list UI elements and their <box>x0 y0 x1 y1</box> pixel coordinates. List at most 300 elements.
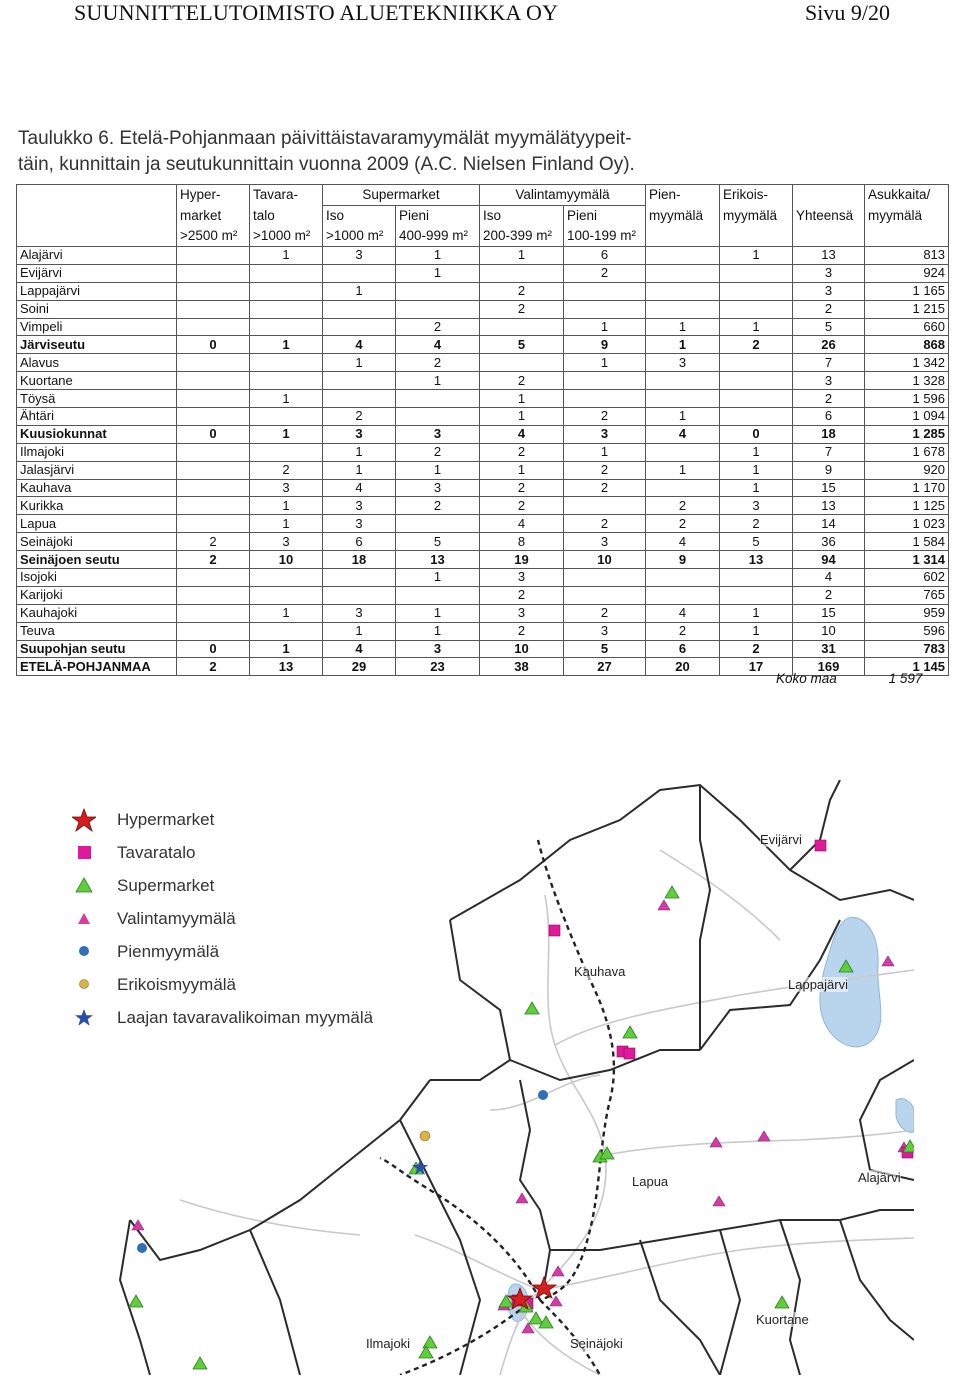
blue-circle-icon <box>72 940 96 964</box>
row-name: Soini <box>17 300 177 318</box>
table-row <box>17 425 949 443</box>
cell-valinta-iso <box>480 318 564 336</box>
header-valintamyymala: Valintamyymälä <box>480 185 646 206</box>
row-name: Ilmajoki <box>17 443 177 461</box>
page-header <box>0 0 960 28</box>
cell-super-iso <box>323 300 396 318</box>
erikois-marker <box>420 1131 430 1141</box>
cell-hypermarket: 2 <box>177 551 250 569</box>
header-valinta-iso-size: 200-399 m² <box>480 226 564 247</box>
cell-asukkaita: 660 <box>865 318 949 336</box>
cell-valinta-pieni: 5 <box>564 640 646 658</box>
cell-hypermarket <box>177 586 250 604</box>
cell-erikoismyymala: 1 <box>720 479 793 497</box>
cell-erikoismyymala <box>720 569 793 587</box>
cell-erikoismyymala: 2 <box>720 515 793 533</box>
cell-pienmyymala: 1 <box>646 336 720 354</box>
cell-super-iso: 1 <box>323 461 396 479</box>
cell-super-iso <box>323 569 396 587</box>
cell-super-iso: 3 <box>323 247 396 265</box>
cell-erikoismyymala: 5 <box>720 533 793 551</box>
cell-yhteensa: 10 <box>793 622 865 640</box>
cell-hypermarket <box>177 569 250 587</box>
cell-valinta-pieni <box>564 372 646 390</box>
cell-hypermarket <box>177 300 250 318</box>
cell-super-iso: 4 <box>323 640 396 658</box>
cell-valinta-iso: 19 <box>480 551 564 569</box>
table-caption <box>18 126 738 178</box>
cell-hypermarket <box>177 264 250 282</box>
cell-valinta-iso: 4 <box>480 425 564 443</box>
cell-asukkaita: 1 342 <box>865 354 949 372</box>
cell-super-pieni <box>396 282 480 300</box>
cell-yhteensa: 169 <box>793 658 865 676</box>
row-name: Isojoki <box>17 569 177 587</box>
caption-line-1: Taulukko 6. Etelä-Pohjanmaan päivittäistavaramyymälät myymälätyypeit- <box>18 128 632 149</box>
cell-erikoismyymala: 1 <box>720 622 793 640</box>
header-valinta-pieni-size: 100-199 m² <box>564 226 646 247</box>
header-valinta-pieni: Pieni <box>564 206 646 227</box>
cell-tavaratalo <box>250 318 323 336</box>
map-label-lapua: Lapua <box>632 1174 669 1189</box>
cell-super-pieni <box>396 586 480 604</box>
table-row <box>17 515 949 533</box>
cell-tavaratalo <box>250 443 323 461</box>
cell-pienmyymala: 2 <box>646 515 720 533</box>
cell-tavaratalo <box>250 354 323 372</box>
cell-pienmyymala: 6 <box>646 640 720 658</box>
cell-tavaratalo: 1 <box>250 515 323 533</box>
cell-asukkaita: 1 170 <box>865 479 949 497</box>
cell-erikoismyymala <box>720 354 793 372</box>
row-name: Kauhajoki <box>17 604 177 622</box>
cell-pienmyymala: 3 <box>646 354 720 372</box>
cell-tavaratalo <box>250 408 323 426</box>
table-row <box>17 264 949 282</box>
cell-hypermarket: 0 <box>177 336 250 354</box>
row-name: Kuortane <box>17 372 177 390</box>
cell-super-iso: 18 <box>323 551 396 569</box>
row-name: Alajärvi <box>17 247 177 265</box>
header-asuk-1: Asukkaita/ <box>865 185 949 206</box>
cell-super-iso <box>323 318 396 336</box>
cell-super-iso: 3 <box>323 497 396 515</box>
cell-valinta-iso: 1 <box>480 390 564 408</box>
cell-valinta-pieni: 6 <box>564 247 646 265</box>
legend-item-pien <box>68 938 438 971</box>
table-row <box>17 622 949 640</box>
cell-asukkaita: 1 328 <box>865 372 949 390</box>
table-row <box>17 461 949 479</box>
cell-valinta-iso: 2 <box>480 372 564 390</box>
cell-super-pieni: 2 <box>396 497 480 515</box>
cell-hypermarket <box>177 247 250 265</box>
cell-erikoismyymala <box>720 390 793 408</box>
cell-super-pieni: 13 <box>396 551 480 569</box>
cell-pienmyymala: 4 <box>646 425 720 443</box>
cell-erikoismyymala: 1 <box>720 604 793 622</box>
table-row <box>17 443 949 461</box>
cell-valinta-pieni: 2 <box>564 604 646 622</box>
cell-yhteensa: 2 <box>793 586 865 604</box>
cell-asukkaita: 602 <box>865 569 949 587</box>
cell-asukkaita: 1 596 <box>865 390 949 408</box>
cell-yhteensa: 13 <box>793 497 865 515</box>
cell-super-pieni: 2 <box>396 354 480 372</box>
cell-valinta-pieni <box>564 300 646 318</box>
header-super-pieni: Pieni <box>396 206 480 227</box>
cell-super-iso: 3 <box>323 515 396 533</box>
cell-yhteensa: 3 <box>793 264 865 282</box>
cell-yhteensa: 94 <box>793 551 865 569</box>
cell-yhteensa: 15 <box>793 604 865 622</box>
cell-valinta-pieni: 3 <box>564 622 646 640</box>
cell-hypermarket <box>177 282 250 300</box>
header-hyper-1: Hyper- <box>177 185 250 206</box>
cell-valinta-iso: 4 <box>480 515 564 533</box>
cell-valinta-iso: 5 <box>480 336 564 354</box>
row-name: Teuva <box>17 622 177 640</box>
cell-hypermarket <box>177 443 250 461</box>
row-name: Karijoki <box>17 586 177 604</box>
cell-super-pieni: 5 <box>396 533 480 551</box>
cell-super-pieni: 2 <box>396 443 480 461</box>
cell-asukkaita: 1 215 <box>865 300 949 318</box>
cell-pienmyymala <box>646 569 720 587</box>
cell-tavaratalo <box>250 300 323 318</box>
cell-valinta-pieni: 27 <box>564 658 646 676</box>
cell-yhteensa: 4 <box>793 569 865 587</box>
table-row <box>17 640 949 658</box>
magenta-square-icon <box>72 841 96 865</box>
table-row <box>17 604 949 622</box>
cell-yhteensa: 31 <box>793 640 865 658</box>
map-label-lappajarvi: Lappajärvi <box>788 977 848 992</box>
map-label-ilmajoki: Ilmajoki <box>366 1336 411 1351</box>
cell-pienmyymala <box>646 300 720 318</box>
cell-tavaratalo <box>250 372 323 390</box>
cell-tavaratalo: 1 <box>250 247 323 265</box>
legend-label: Erikoismyymälä <box>117 975 237 994</box>
cell-pienmyymala: 2 <box>646 622 720 640</box>
cell-hypermarket <box>177 622 250 640</box>
cell-super-pieni: 3 <box>396 479 480 497</box>
cell-asukkaita: 783 <box>865 640 949 658</box>
cell-tavaratalo: 1 <box>250 336 323 354</box>
header-super-iso-size: >1000 m² <box>323 226 396 247</box>
legend-label: Hypermarket <box>117 810 215 829</box>
header-blank <box>17 185 177 206</box>
cell-pienmyymala <box>646 247 720 265</box>
cell-valinta-iso: 2 <box>480 586 564 604</box>
cell-valinta-pieni <box>564 390 646 408</box>
cell-valinta-pieni <box>564 497 646 515</box>
tavaratalo-marker <box>815 840 826 851</box>
cell-asukkaita: 1 023 <box>865 515 949 533</box>
row-name: Jalasjärvi <box>17 461 177 479</box>
cell-super-pieni: 23 <box>396 658 480 676</box>
cell-valinta-iso <box>480 354 564 372</box>
cell-yhteensa: 7 <box>793 443 865 461</box>
row-name: Suupohjan seutu <box>17 640 177 658</box>
cell-asukkaita: 1 285 <box>865 425 949 443</box>
header-hyper-2: market <box>177 206 250 227</box>
cell-hypermarket <box>177 604 250 622</box>
cell-valinta-pieni: 2 <box>564 264 646 282</box>
header-valinta-iso: Iso <box>480 206 564 227</box>
cell-super-iso: 1 <box>323 622 396 640</box>
cell-tavaratalo: 1 <box>250 497 323 515</box>
header-hyper-3: >2500 m² <box>177 226 250 247</box>
row-name: Kauhava <box>17 479 177 497</box>
page-number: Sivu 9/20 <box>805 0 890 25</box>
row-name: Järviseutu <box>17 336 177 354</box>
map-label-evijarvi: Evijärvi <box>760 832 802 847</box>
cell-asukkaita: 1 125 <box>865 497 949 515</box>
header-tava-1: Tavara- <box>250 185 323 206</box>
row-name: Töysä <box>17 390 177 408</box>
cell-super-iso: 6 <box>323 533 396 551</box>
cell-asukkaita: 920 <box>865 461 949 479</box>
cell-valinta-pieni <box>564 586 646 604</box>
tavaratalo-marker <box>624 1048 635 1059</box>
cell-hypermarket <box>177 318 250 336</box>
cell-super-iso: 1 <box>323 354 396 372</box>
cell-erikoismyymala <box>720 372 793 390</box>
cell-super-pieni <box>396 408 480 426</box>
cell-tavaratalo: 2 <box>250 461 323 479</box>
cell-tavaratalo <box>250 586 323 604</box>
map-label-kauhava: Kauhava <box>574 964 626 979</box>
header-pien-2: myymälä <box>646 206 720 227</box>
row-name: Kuusiokunnat <box>17 425 177 443</box>
cell-erikoismyymala: 1 <box>720 318 793 336</box>
cell-pienmyymala <box>646 443 720 461</box>
cell-super-pieni <box>396 515 480 533</box>
cell-pienmyymala: 1 <box>646 408 720 426</box>
cell-super-iso: 3 <box>323 425 396 443</box>
header-tava-2: talo <box>250 206 323 227</box>
cell-super-iso <box>323 264 396 282</box>
cell-valinta-pieni: 2 <box>564 461 646 479</box>
table-body <box>17 247 949 676</box>
legend-item-valinta <box>68 905 438 938</box>
cell-yhteensa: 7 <box>793 354 865 372</box>
cell-super-iso: 4 <box>323 479 396 497</box>
header-yhteensa: Yhteensä <box>793 206 865 227</box>
cell-valinta-iso: 3 <box>480 604 564 622</box>
cell-yhteensa: 3 <box>793 282 865 300</box>
cell-pienmyymala: 9 <box>646 551 720 569</box>
cell-tavaratalo: 13 <box>250 658 323 676</box>
cell-super-pieni: 1 <box>396 622 480 640</box>
header-erik-2: myymälä <box>720 206 793 227</box>
cell-yhteensa: 9 <box>793 461 865 479</box>
cell-erikoismyymala: 3 <box>720 497 793 515</box>
cell-super-pieni <box>396 300 480 318</box>
row-name: Lapua <box>17 515 177 533</box>
cell-pienmyymala <box>646 282 720 300</box>
cell-asukkaita: 765 <box>865 586 949 604</box>
cell-hypermarket <box>177 354 250 372</box>
cell-pienmyymala: 20 <box>646 658 720 676</box>
cell-valinta-pieni: 3 <box>564 533 646 551</box>
row-name: Alavus <box>17 354 177 372</box>
store-table <box>16 184 949 676</box>
table-row <box>17 372 949 390</box>
table-row <box>17 336 949 354</box>
cell-hypermarket <box>177 461 250 479</box>
table-footer <box>776 671 922 686</box>
row-name: Vimpeli <box>17 318 177 336</box>
cell-valinta-iso: 2 <box>480 622 564 640</box>
cell-hypermarket <box>177 390 250 408</box>
cell-valinta-pieni: 1 <box>564 354 646 372</box>
cell-pienmyymala: 4 <box>646 604 720 622</box>
cell-pienmyymala: 2 <box>646 497 720 515</box>
table-row <box>17 551 949 569</box>
cell-valinta-pieni: 1 <box>564 443 646 461</box>
table-row <box>17 408 949 426</box>
cell-pienmyymala <box>646 390 720 408</box>
cell-valinta-iso: 1 <box>480 247 564 265</box>
cell-super-pieni: 1 <box>396 604 480 622</box>
cell-yhteensa: 6 <box>793 408 865 426</box>
pien-marker <box>538 1090 548 1100</box>
legend-item-hypermarket <box>68 806 438 839</box>
row-name: Seinäjoki <box>17 533 177 551</box>
cell-super-pieni: 3 <box>396 640 480 658</box>
cell-yhteensa: 14 <box>793 515 865 533</box>
cell-yhteensa: 18 <box>793 425 865 443</box>
cell-asukkaita: 1 584 <box>865 533 949 551</box>
legend-item-tavaratalo <box>68 839 438 872</box>
cell-erikoismyymala <box>720 282 793 300</box>
cell-valinta-iso: 38 <box>480 658 564 676</box>
legend-label: Laajan tavaravalikoiman myymälä <box>117 1008 374 1027</box>
cell-super-pieni: 1 <box>396 372 480 390</box>
cell-pienmyymala <box>646 372 720 390</box>
legend-item-laaja <box>68 1004 438 1037</box>
cell-super-iso: 3 <box>323 604 396 622</box>
cell-yhteensa: 26 <box>793 336 865 354</box>
cell-super-iso <box>323 586 396 604</box>
cell-valinta-pieni: 9 <box>564 336 646 354</box>
header-super-iso: Iso <box>323 206 396 227</box>
caption-line-2: täin, kunnittain ja seutukunnittain vuonna 2009 (A.C. Nielsen Finland Oy). <box>18 154 635 175</box>
header-pien-1: Pien- <box>646 185 720 206</box>
cell-valinta-iso: 1 <box>480 408 564 426</box>
table-row <box>17 533 949 551</box>
blue-star-icon <box>72 1006 96 1030</box>
cell-hypermarket: 0 <box>177 425 250 443</box>
cell-tavaratalo: 3 <box>250 533 323 551</box>
header-tava-3: >1000 m² <box>250 226 323 247</box>
cell-yhteensa: 13 <box>793 247 865 265</box>
legend-item-supermarket <box>68 872 438 905</box>
footer-value: 1 597 <box>888 671 923 686</box>
cell-super-iso <box>323 390 396 408</box>
cell-hypermarket <box>177 497 250 515</box>
cell-tavaratalo: 1 <box>250 425 323 443</box>
cell-asukkaita: 596 <box>865 622 949 640</box>
yellow-circle-icon <box>72 973 96 997</box>
map-legend <box>68 806 438 1037</box>
row-name: Lappajärvi <box>17 282 177 300</box>
cell-asukkaita: 959 <box>865 604 949 622</box>
cell-erikoismyymala: 2 <box>720 640 793 658</box>
pien-marker <box>137 1243 147 1253</box>
cell-pienmyymala <box>646 479 720 497</box>
cell-erikoismyymala: 13 <box>720 551 793 569</box>
cell-tavaratalo: 1 <box>250 640 323 658</box>
map-label-kuortane: Kuortane <box>756 1312 809 1327</box>
legend-label: Pienmyymälä <box>117 942 220 961</box>
cell-erikoismyymala: 17 <box>720 658 793 676</box>
header-asuk-2: myymälä <box>865 206 949 227</box>
cell-super-iso <box>323 372 396 390</box>
legend-item-erikois <box>68 971 438 1004</box>
cell-super-pieni <box>396 390 480 408</box>
cell-super-pieni: 2 <box>396 318 480 336</box>
cell-super-pieni: 1 <box>396 264 480 282</box>
legend-label: Valintamyymälä <box>117 909 236 928</box>
map-label-seinajoki: Seinäjoki <box>570 1336 623 1351</box>
cell-valinta-iso: 3 <box>480 569 564 587</box>
table-row <box>17 318 949 336</box>
cell-super-iso: 1 <box>323 443 396 461</box>
table-row <box>17 586 949 604</box>
cell-valinta-iso: 2 <box>480 443 564 461</box>
cell-yhteensa: 36 <box>793 533 865 551</box>
cell-asukkaita: 1 145 <box>865 658 949 676</box>
pink-triangle-icon <box>72 907 96 931</box>
cell-tavaratalo <box>250 622 323 640</box>
cell-yhteensa: 2 <box>793 390 865 408</box>
cell-asukkaita: 868 <box>865 336 949 354</box>
cell-asukkaita: 813 <box>865 247 949 265</box>
row-name: Evijärvi <box>17 264 177 282</box>
cell-valinta-iso: 2 <box>480 300 564 318</box>
cell-super-pieni: 1 <box>396 461 480 479</box>
legend-label: Supermarket <box>117 876 215 895</box>
cell-tavaratalo: 10 <box>250 551 323 569</box>
cell-hypermarket <box>177 479 250 497</box>
cell-super-pieni: 4 <box>396 336 480 354</box>
cell-asukkaita: 1 094 <box>865 408 949 426</box>
cell-hypermarket <box>177 372 250 390</box>
cell-valinta-pieni: 2 <box>564 515 646 533</box>
cell-valinta-iso <box>480 264 564 282</box>
cell-valinta-iso: 2 <box>480 282 564 300</box>
cell-yhteensa: 2 <box>793 300 865 318</box>
cell-erikoismyymala <box>720 408 793 426</box>
cell-tavaratalo <box>250 264 323 282</box>
cell-tavaratalo <box>250 569 323 587</box>
cell-yhteensa: 15 <box>793 479 865 497</box>
cell-tavaratalo: 3 <box>250 479 323 497</box>
cell-pienmyymala <box>646 264 720 282</box>
cell-asukkaita: 1 314 <box>865 551 949 569</box>
row-name: ETELÄ-POHJANMAA <box>17 658 177 676</box>
cell-super-iso: 4 <box>323 336 396 354</box>
cell-pienmyymala <box>646 586 720 604</box>
table-row <box>17 247 949 265</box>
cell-erikoismyymala <box>720 300 793 318</box>
table-row <box>17 497 949 515</box>
cell-hypermarket: 2 <box>177 533 250 551</box>
cell-valinta-pieni <box>564 282 646 300</box>
